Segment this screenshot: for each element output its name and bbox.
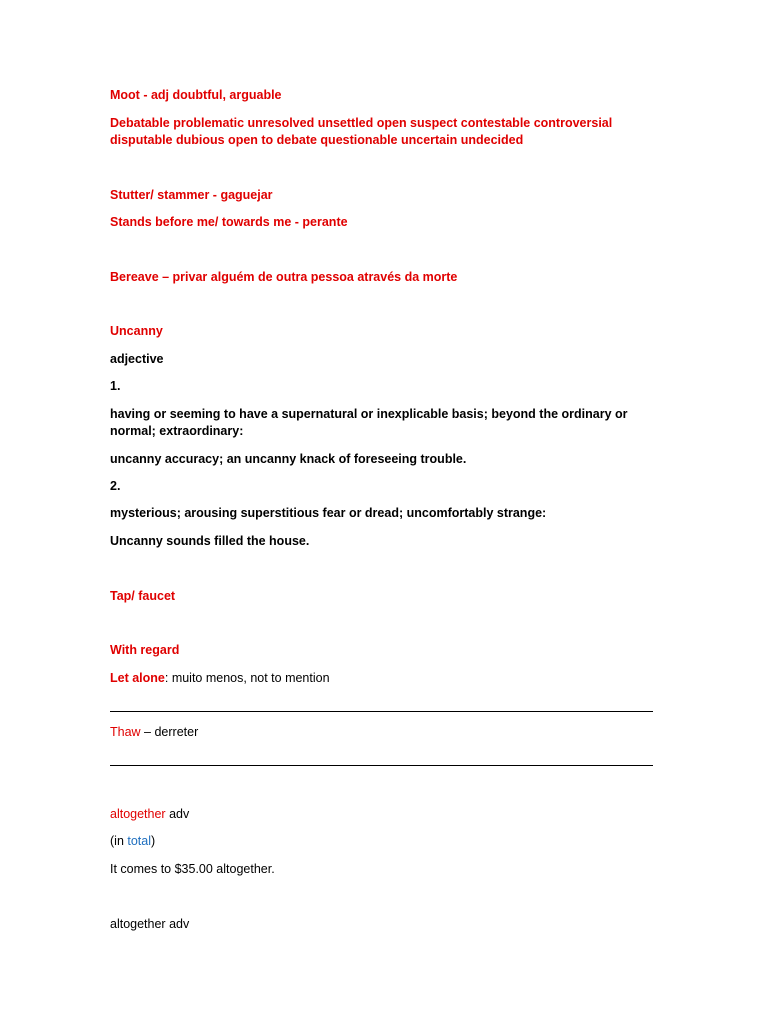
entry-altogether (110, 806, 189, 822)
thaw-term: Thaw (110, 725, 141, 739)
example-2: Uncanny sounds filled the house. (110, 534, 310, 548)
in-close: ) (151, 834, 156, 848)
let-alone-definition: : muito menos, not to mention (164, 671, 330, 685)
altogether-term: altogether (110, 807, 166, 821)
sense-number-1: 1. (110, 379, 121, 393)
entry-tap-faucet: Tap/ faucet (110, 589, 176, 603)
entry-moot: Moot - adj doubtful, arguable (110, 88, 282, 102)
definition-1-line-2: normal; extraordinary: (110, 424, 244, 438)
entry-altogether-2: altogether adv (110, 917, 190, 931)
moot-synonyms-line-1: Debatable problematic unresolved unsettled open suspect contestable controversial (110, 116, 613, 130)
horizontal-rule (110, 765, 653, 766)
definition-1-line-1: having or seeming to have a supernatural or inexplicable basis; beyond the ordinary or (110, 407, 628, 421)
thaw-definition: – derreter (140, 725, 199, 739)
entry-stands-before-me: Stands before me/ towards me - perante (110, 215, 348, 229)
example-1: uncanny accuracy; an uncanny knack of foreseeing trouble. (110, 452, 467, 466)
entry-stutter: Stutter/ stammer - gaguejar (110, 188, 273, 202)
total-link[interactable]: total (127, 834, 152, 848)
horizontal-rule (110, 711, 653, 712)
sense-number-2: 2. (110, 479, 121, 493)
entry-with-regard: With regard (110, 643, 180, 657)
example-sentence: It comes to $35.00 altogether. (110, 862, 275, 876)
moot-synonyms-line-2: disputable dubious open to debate questionable uncertain undecided (110, 133, 524, 147)
entry-bereave: Bereave – privar alguém de outra pessoa através da morte (110, 270, 458, 284)
entry-let-alone (110, 670, 330, 686)
altogether-sense (110, 833, 155, 849)
in-open: (in (110, 834, 128, 848)
altogether-pos: adv (165, 807, 190, 821)
entry-thaw (110, 724, 198, 740)
definition-2: mysterious; arousing superstitious fear or dread; uncomfortably strange: (110, 506, 547, 520)
entry-uncanny: Uncanny (110, 324, 163, 338)
let-alone-term: Let alone (110, 671, 165, 685)
part-of-speech: adjective (110, 352, 164, 366)
